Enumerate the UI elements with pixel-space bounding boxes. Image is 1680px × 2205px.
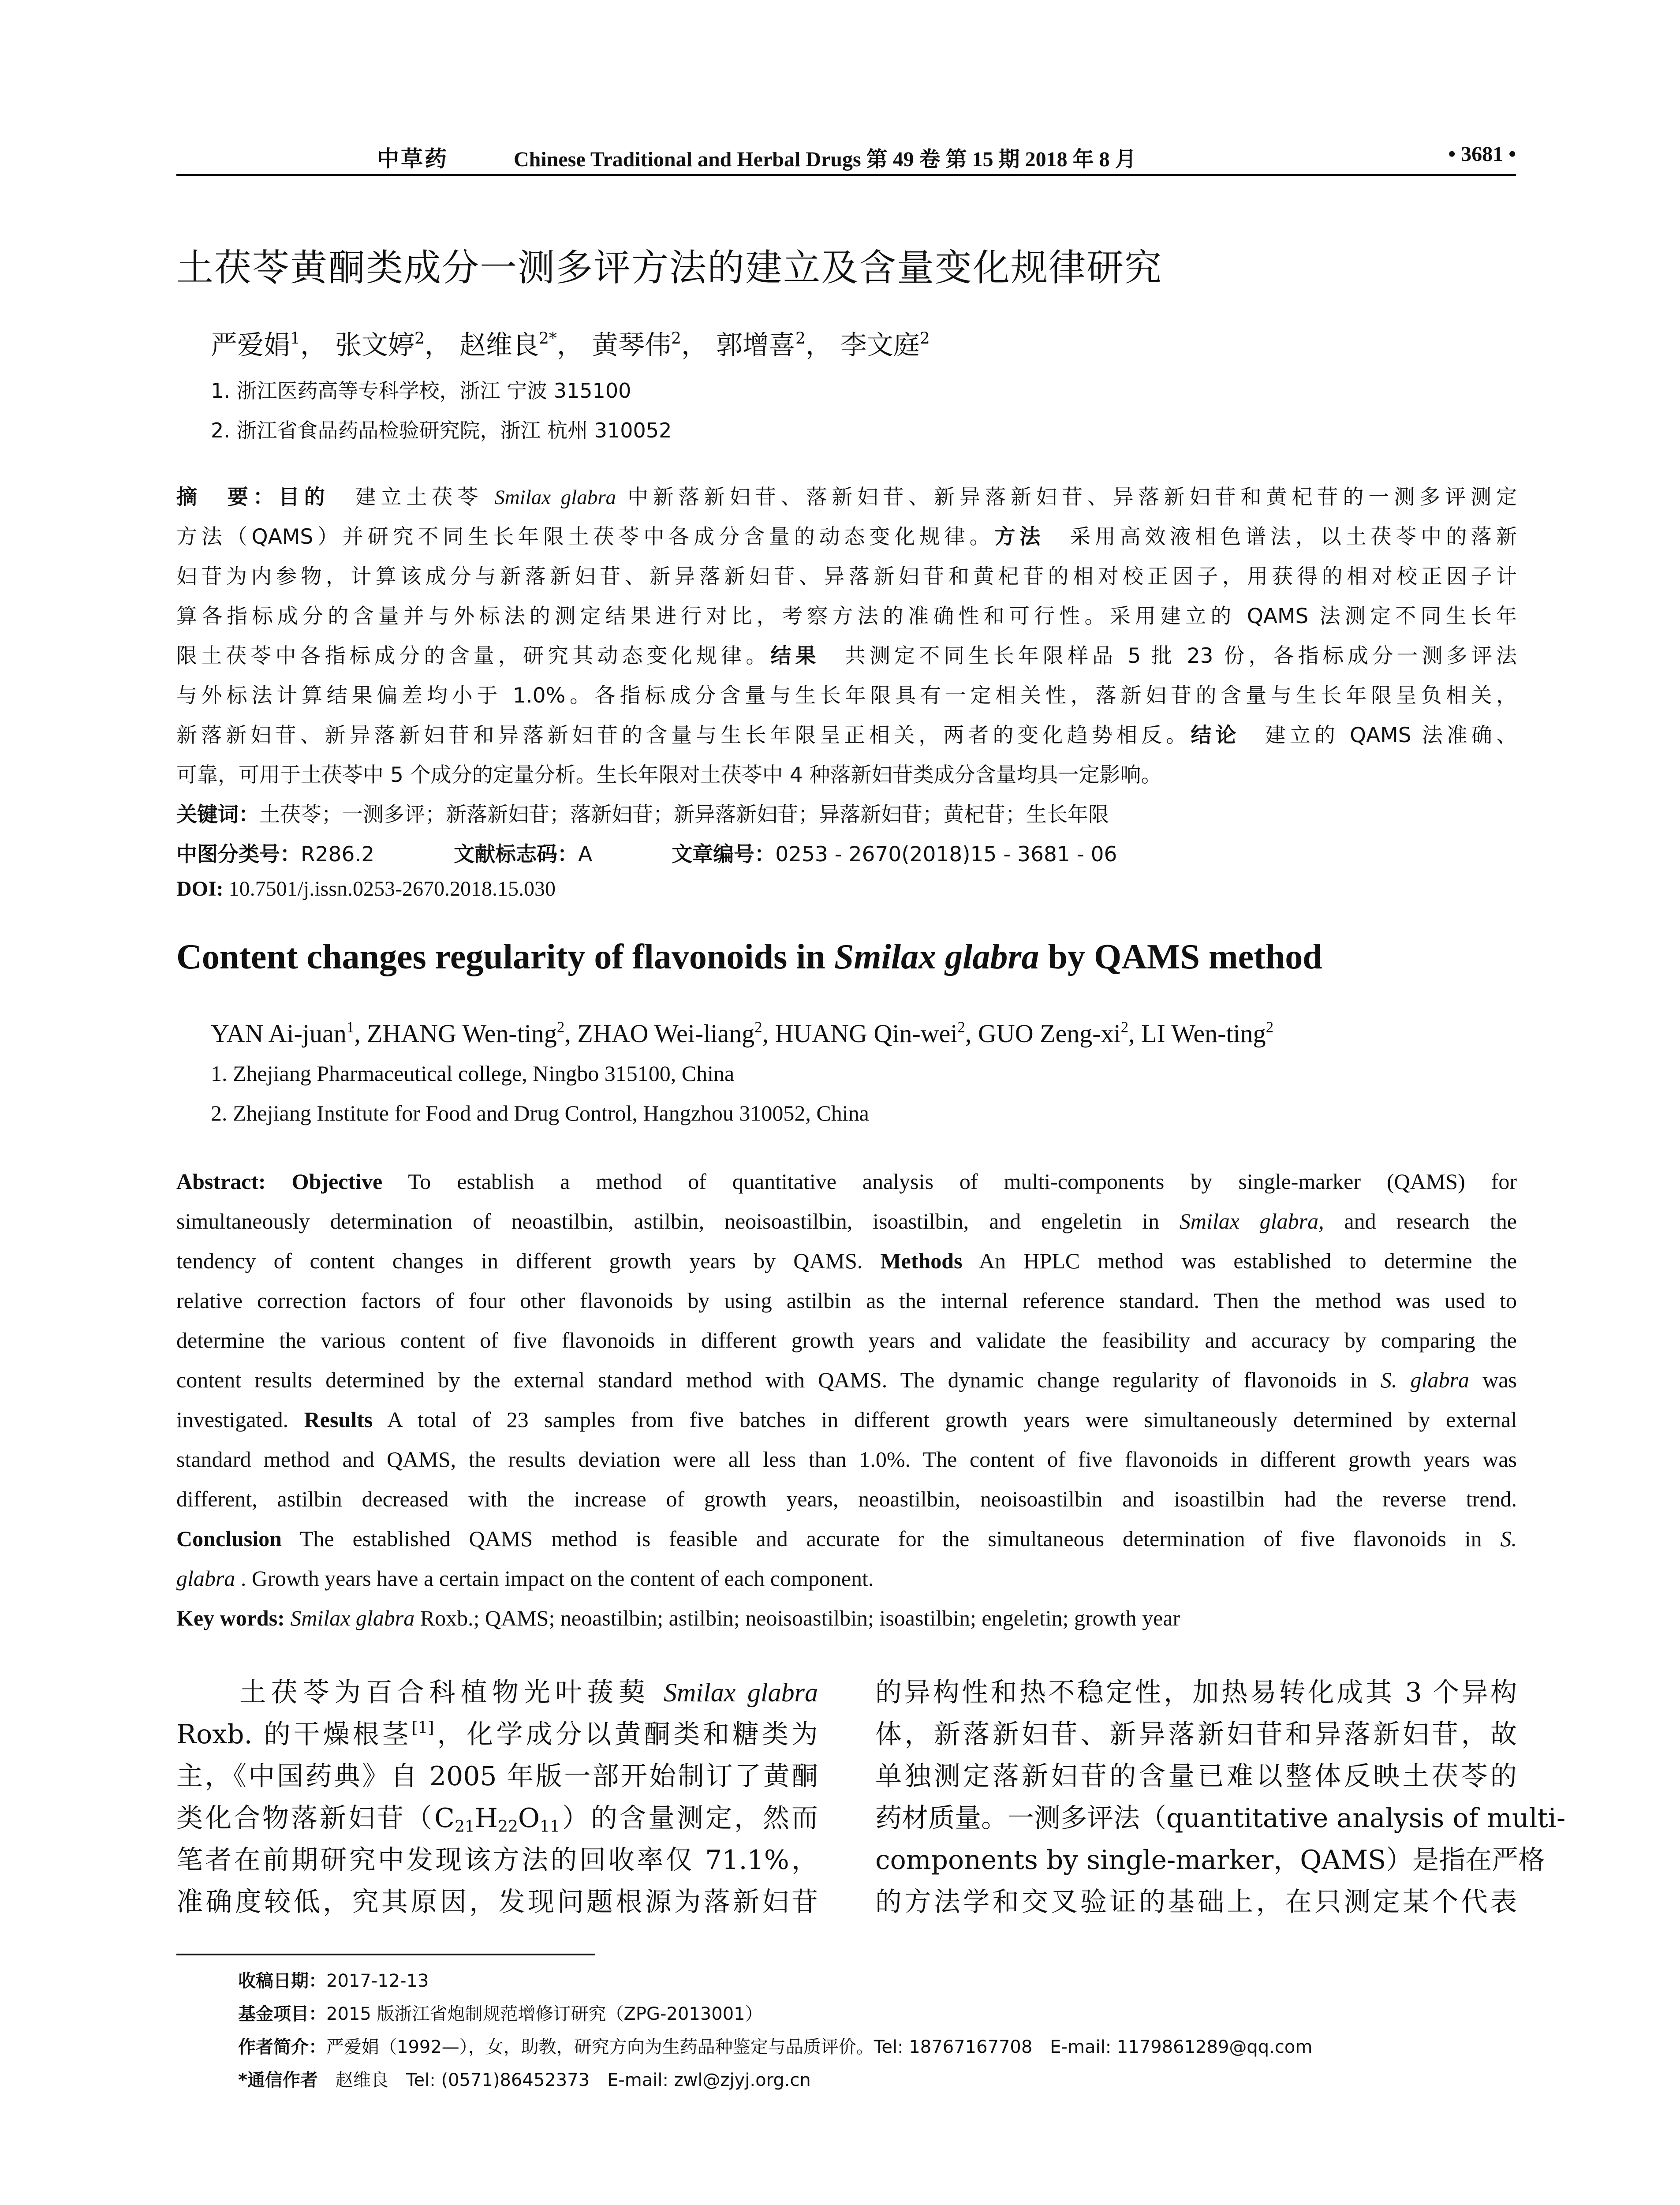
- doc-code-label: 文献标志码：: [454, 842, 579, 867]
- author-name: 严爱娟: [211, 330, 290, 361]
- abstract-en-line: relative correction factors of four other flavonoids by using astilbin as the internal reference standard. Then the method was used to: [176, 1288, 1517, 1313]
- title-text: by QAMS method: [1039, 938, 1322, 976]
- body-line: 单独测定落新妇苷的含量已难以整体反映土茯苓的: [875, 1761, 1517, 1792]
- abstract-text: 采用高效液相色谱法，以土茯苓中的落新: [1045, 525, 1517, 549]
- abstract-text: content results determined by the external standard method with QAMS. The dynamic change regularity of flavonoids in: [176, 1368, 1381, 1392]
- author-affiliation-mark: 1: [346, 1018, 355, 1036]
- footnote-label: 基金项目：: [238, 2004, 326, 2024]
- author-affiliation-mark: 2: [795, 329, 806, 348]
- abstract-text: 建立的 QAMS 法准确、: [1240, 723, 1517, 747]
- abstract-en-line: [176, 1526, 1517, 1551]
- body-text: ）的含量测定，然而: [560, 1803, 818, 1834]
- section-label: Results: [304, 1407, 373, 1432]
- author-name: YAN Ai-juan: [211, 1019, 347, 1048]
- author-affiliation-mark: 2: [556, 1018, 565, 1036]
- species-name: Smilax glabra: [1179, 1209, 1319, 1233]
- author-affiliation-mark: 2: [671, 329, 681, 348]
- abstract-cn-line: [176, 481, 1517, 510]
- body-line: 准确度较低，究其原因，发现问题根源为落新妇苷: [176, 1887, 818, 1917]
- abstract-text: tendency of content changes in different growth years by QAMS.: [176, 1248, 881, 1273]
- article-number-label: 文章编号：: [672, 842, 776, 867]
- author-name: HUANG Qin-wei: [775, 1019, 958, 1048]
- footnote-text: 赵维良 Tel: (0571)86452373 E-mail: zwl@zjyj.org.cn: [317, 2070, 811, 2090]
- body-text: ，化学成分以黄酮类和糖类为: [434, 1719, 818, 1750]
- footnote-label: *通信作者: [238, 2070, 318, 2090]
- keywords-cn-text: 土茯苓；一测多评；新落新妇苷；落新妇苷；新异落新妇苷；异落新妇苷；黄杞苷；生长年限: [259, 803, 1109, 827]
- section-label: Methods: [880, 1248, 963, 1273]
- abstract-cn-line: 与外标法计算结果偏差均小于 1.0%。各指标成分含量与生长年限具有一定相关性，落新妇苷的含量与生长年限呈负相关，: [176, 684, 1517, 708]
- author-affiliation-mark: 2: [1120, 1018, 1129, 1036]
- keywords-cn-label: 关键词：: [176, 803, 259, 827]
- article-title-en: [176, 937, 1322, 977]
- author-affiliation-mark: 2: [919, 329, 930, 348]
- abstract-en-line: [176, 1407, 1517, 1432]
- article-title-cn: 土茯苓黄酮类成分一测多评方法的建立及含量变化规律研究: [176, 246, 1163, 289]
- abstract-text: 方法（QAMS）并研究不同生长年限土茯苓中各成分含量的动态变化规律。: [176, 525, 995, 549]
- abstract-text: , and research the: [1318, 1209, 1517, 1233]
- footnote-label: 收稿日期：: [238, 1971, 326, 1991]
- abstract-en-line: different, astilbin decreased with the increase of growth years, neoastilbin, neoisoastilbin and isoastilbin had the reverse trend.: [176, 1487, 1517, 1511]
- species-name: Smilax glabra: [494, 486, 616, 509]
- author-affiliation-mark: 2*: [538, 329, 557, 348]
- abstract-text: 中新落新妇苷、落新妇苷、新异落新妇苷、异落新妇苷和黄杞苷的一测多评测定: [616, 485, 1517, 509]
- affiliation-en-2: 2. Zhejiang Institute for Food and Drug Control, Hangzhou 310052, China: [211, 1101, 869, 1125]
- species-name: Smilax glabra: [290, 1606, 415, 1630]
- abstract-text: An HPLC method was established to determine the: [962, 1248, 1517, 1273]
- abstract-text: 新落新妇苷、新异落新妇苷和异落新妇苷的含量与生长年限呈正相关，两者的变化趋势相反。: [176, 723, 1191, 747]
- doc-code-value: A: [578, 842, 593, 867]
- doi-label: DOI:: [176, 877, 224, 901]
- footnote-text: 2017-12-13: [326, 1971, 429, 1991]
- abstract-cn-label: 摘 要：: [176, 485, 279, 509]
- body-line: [176, 1713, 818, 1751]
- formula-subscript: 22: [498, 1817, 518, 1836]
- author-affiliation-mark: 2: [957, 1018, 965, 1036]
- abstract-en-line: determine the various content of five flavonoids in different growth years and validate the feasibility and accuracy by comparing the: [176, 1328, 1517, 1353]
- affiliation-cn-2: 2. 浙江省食品药品检验研究院，浙江 杭州 310052: [211, 419, 672, 442]
- doi-row: [176, 877, 556, 901]
- journal-header-title: Chinese Traditional and Herbal Drugs 第 49 卷 第 15 期 2018 年 8 月: [514, 148, 1136, 171]
- footnote-received: [238, 1967, 429, 1992]
- abstract-cn-line: 算各指标成分的含量并与外标法的测定结果进行对比，考察方法的准确性和可行性。采用建立的 QAMS 法测定不同生长年: [176, 604, 1517, 628]
- abstract-text: The established QAMS method is feasible and accurate for the simultaneous determination of five flavonoids in: [281, 1526, 1501, 1551]
- author-name: LI Wen-ting: [1141, 1019, 1266, 1048]
- keywords-en: [176, 1605, 1180, 1631]
- abstract-cn-line: 可靠，可用于土茯苓中 5 个成分的定量分析。生长年限对土茯苓中 4 种落新妇苷类成分含量均具一定影响。: [176, 763, 1162, 787]
- body-line: 笔者在前期研究中发现该方法的回收率仅 71.1%，: [176, 1845, 818, 1876]
- author-name: 张文婷: [335, 330, 414, 361]
- author-name: 黄琴伟: [591, 330, 671, 361]
- abstract-cn-line: [176, 520, 1517, 550]
- author-affiliation-mark: 2: [1266, 1018, 1274, 1036]
- species-name: S. glabra: [1380, 1368, 1469, 1392]
- body-line: 的方法学和交叉验证的基础上，在只测定某个代表: [875, 1887, 1517, 1917]
- abstract-text: . Growth years have a certain impact on the content of each component.: [235, 1566, 874, 1591]
- section-label: Conclusion: [176, 1526, 282, 1551]
- author-name: GUO Zeng-xi: [978, 1019, 1121, 1048]
- species-name: Smilax glabra: [664, 1678, 818, 1707]
- body-text: O: [518, 1803, 540, 1834]
- clc-value: R286.2: [301, 842, 375, 867]
- author-list-cn: 严爱娟$^1$， 张文婷$^2$， 赵维良$^{2*}$， 黄琴伟$^2$， 郭增喜$^2$， 李文庭$^2$: [211, 329, 930, 361]
- section-label: Abstract: Objective: [176, 1169, 383, 1194]
- footnote-corresponding-author: [238, 2066, 811, 2091]
- body-line: components by single-marker，QAMS）是指在严格: [875, 1845, 1545, 1876]
- abstract-en-line: [176, 1169, 1517, 1194]
- abstract-text: investigated.: [176, 1407, 304, 1432]
- section-label: 目的: [278, 485, 330, 509]
- author-name: 郭增喜: [716, 330, 795, 361]
- abstract-text: A total of 23 samples from five batches in different growth years were simultaneously determined by external: [373, 1407, 1517, 1432]
- body-line: [176, 1797, 818, 1835]
- body-line: [176, 1671, 818, 1709]
- footnote-label: 作者简介：: [238, 2037, 326, 2057]
- abstract-text: simultaneously determination of neoastilbin, astilbin, neoisoastilbin, isoastilbin, and engeletin in: [176, 1209, 1180, 1233]
- formula-subscript: 11: [540, 1817, 560, 1836]
- body-line: 体，新落新妇苷、新异落新妇苷和异落新妇苷，故: [875, 1719, 1517, 1750]
- abstract-en-line: standard method and QAMS, the results deviation were all less than 1.0%. The content of five flavonoids in different growth years was: [176, 1447, 1517, 1472]
- body-text: 土茯苓为百合科植物光叶菝葜: [176, 1677, 664, 1708]
- section-label: 结果: [770, 644, 820, 668]
- abstract-text: 共测定不同生长年限样品 5 批 23 份，各指标成分一测多评法: [820, 644, 1517, 668]
- footnote-text: 严爱娟（1992—），女，助教，研究方向为生药品种鉴定与品质评价。Tel: 18767167708 E-mail: 1179861289@qq.com: [326, 2037, 1313, 2057]
- doi-value: 10.7501/j.issn.0253-2670.2018.15.030: [228, 877, 556, 901]
- abstract-en-line: [176, 1566, 1517, 1591]
- author-name: 李文庭: [840, 330, 920, 361]
- abstract-text: was: [1469, 1368, 1517, 1392]
- species-name: glabra: [176, 1566, 235, 1591]
- abstract-cn-line: 妇苷为内参物，计算该成分与新落新妇苷、新异落新妇苷、异落新妇苷和黄杞苷的相对校正因子，用获得的相对校正因子计: [176, 564, 1517, 589]
- abstract-text: 限土茯苓中各指标成分的含量，研究其动态变化规律。: [176, 644, 771, 668]
- title-text: Content changes regularity of flavonoids in: [176, 938, 834, 976]
- header-rule: [176, 174, 1516, 176]
- body-text: 类化合物落新妇苷（C: [176, 1803, 455, 1834]
- author-affiliation-mark: 2: [414, 329, 425, 348]
- author-name: 赵维良: [459, 330, 539, 361]
- formula-subscript: 21: [454, 1817, 475, 1836]
- body-line: 的异构性和热不稳定性，加热易转化成其 3 个异构: [875, 1677, 1517, 1708]
- author-affiliation-mark: 1: [290, 329, 300, 348]
- keywords-en-label: Key words:: [176, 1606, 285, 1630]
- classification-row: [176, 838, 1117, 867]
- abstract-text: To establish a method of quantitative analysis of multi-components by single-marker (QAMS) for: [382, 1169, 1517, 1194]
- article-number-value: 0253 - 2670(2018)15 - 3681 - 06: [775, 842, 1117, 867]
- footnote-author-bio: [238, 2033, 1312, 2058]
- author-name: ZHAO Wei-liang: [577, 1019, 755, 1048]
- author-list-en: YAN Ai-juan$^1$, ZHANG Wen-ting$^2$, ZHAO Wei-liang$^2$, HUANG Qin-wei$^2$, GUO Zeng-$xi^2$, LI Wen-ting$^2$: [211, 1018, 1274, 1048]
- abstract-text: 建立土茯苓: [329, 485, 495, 509]
- keywords-en-text: Roxb.; QAMS; neoastilbin; astilbin; neoisoastilbin; isoastilbin; engeletin; growth year: [414, 1606, 1180, 1630]
- abstract-en-line: [176, 1248, 1517, 1274]
- body-text: Roxb. 的干燥根茎: [176, 1719, 412, 1750]
- footnote-text: 2015 版浙江省炮制规范增修订研究（ZPG-2013001）: [326, 2004, 763, 2024]
- author-name: ZHANG Wen-ting: [367, 1019, 557, 1048]
- body-line: 主，《中国药典》自 2005 年版一部开始制订了黄酮: [176, 1761, 818, 1792]
- species-name: S.: [1500, 1526, 1517, 1551]
- body-text: H: [474, 1803, 498, 1834]
- author-affiliation-mark: 2: [754, 1018, 762, 1036]
- journal-logo: 中草药: [377, 146, 448, 172]
- page-number: • 3681 •: [1448, 142, 1516, 166]
- citation-mark: [1]: [411, 1719, 434, 1737]
- abstract-cn-line: [176, 719, 1517, 748]
- keywords-cn: [176, 798, 1109, 828]
- clc-label: 中图分类号：: [176, 842, 301, 867]
- species-name: Smilax glabra: [834, 938, 1039, 976]
- affiliation-en-1: 1. Zhejiang Pharmaceutical college, Ningbo 315100, China: [211, 1061, 735, 1086]
- footnote-rule: [176, 1954, 595, 1955]
- section-label: 方法: [994, 525, 1045, 549]
- abstract-en-line: [176, 1367, 1517, 1393]
- footnote-funding: [238, 2000, 763, 2025]
- abstract-cn-line: [176, 639, 1517, 669]
- section-label: 结论: [1191, 723, 1240, 747]
- abstract-en-line: [176, 1208, 1517, 1234]
- body-line: 药材质量。一测多评法（quantitative analysis of multi-: [875, 1803, 1566, 1834]
- affiliation-cn-1: 1. 浙江医药高等专科学校，浙江 宁波 315100: [211, 379, 631, 403]
